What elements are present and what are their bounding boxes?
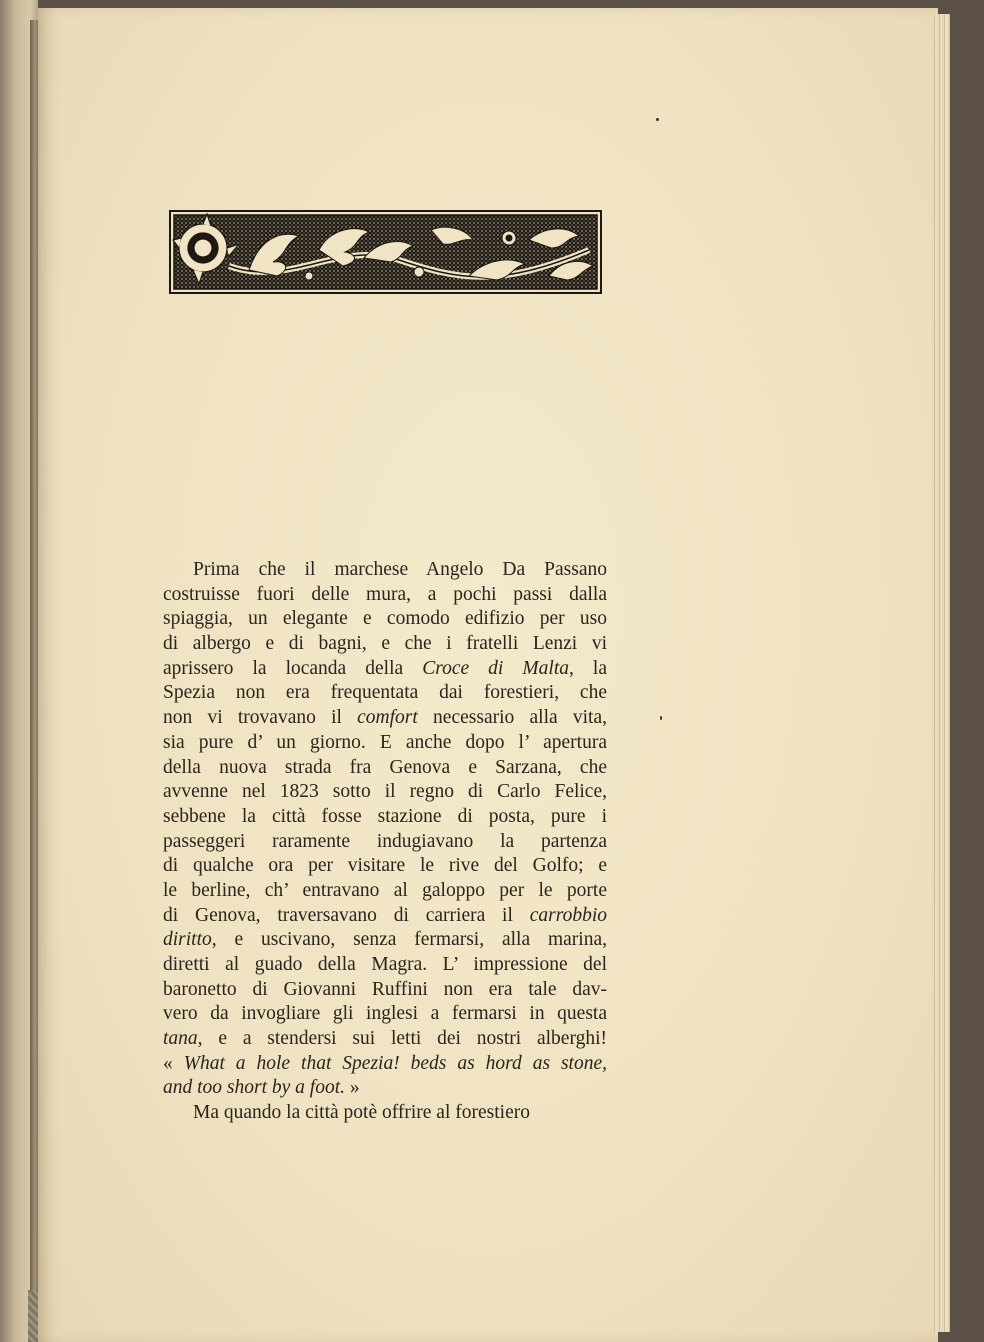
text-line — [163, 1027, 607, 1052]
text-segment: aprissero la locanda della — [163, 657, 423, 679]
text-segment: necessario alla vita, — [417, 707, 607, 729]
text-line — [163, 1101, 607, 1126]
italic-text: and too short by a foot. — [163, 1077, 346, 1099]
text-segment: , e uscivano, senza fermarsi, alla marina, — [211, 929, 607, 951]
text-line — [163, 632, 607, 657]
text-line — [163, 854, 607, 879]
text-line — [163, 879, 607, 904]
text-line — [163, 830, 607, 855]
text-line — [163, 1002, 607, 1027]
text-segment: non vi trovavano il — [163, 707, 358, 729]
text-segment: vero da invogliare gli inglesi a fermarsi in questa — [163, 1003, 607, 1025]
italic-text: Croce di Malta — [422, 657, 569, 679]
body-text — [163, 558, 607, 1126]
text-segment: di qualche ora per visitare le rive del Golfo; e — [163, 855, 607, 877]
text-segment: di albergo e di bagni, e che i fratelli Lenzi vi — [163, 633, 607, 655]
floral-ornament-headpiece — [169, 210, 602, 294]
text-segment: della nuova strada fra Genova e Sarzana, che — [163, 756, 607, 778]
text-segment: diretti al guado della Magra. L’ impressione del — [163, 954, 607, 975]
text-segment: sebbene la città fosse stazione di posta, pure i — [163, 805, 607, 827]
text-segment: , la — [568, 657, 607, 679]
text-line — [163, 928, 607, 953]
text-line — [163, 953, 607, 978]
italic-text: diritto — [163, 929, 212, 951]
text-segment: spiaggia, un elegante e comodo edifizio per uso — [163, 608, 607, 630]
text-line — [163, 681, 607, 706]
text-segment: Ma quando la città potè offrire al forestiero — [193, 1102, 530, 1124]
text-segment: di Genova, traversavano di carriera il — [163, 904, 530, 926]
text-segment: baronetto di Giovanni Ruffini non era tale dav- — [163, 978, 607, 1000]
text-segment: « — [163, 1052, 184, 1074]
text-segment: le berline, ch’ entravano al galoppo per le porte — [163, 879, 607, 901]
text-segment: Spezia non era frequentata dai forestieri, che — [163, 682, 607, 704]
text-line — [163, 756, 607, 781]
italic-text: carrobbio — [529, 904, 607, 926]
text-line — [163, 558, 607, 583]
text-line — [163, 904, 607, 929]
text-segment: avvenne nel 1823 sotto il regno di Carlo Felice, — [163, 781, 607, 803]
text-segment: costruisse fuori delle mura, a pochi passi dalla — [163, 583, 607, 605]
italic-text: What a hole that Spezia! beds as hord as stone, — [183, 1052, 608, 1074]
text-line — [163, 706, 607, 731]
text-line — [163, 1076, 607, 1101]
text-line — [163, 583, 607, 608]
text-segment: » — [345, 1077, 360, 1099]
italic-text: tana — [163, 1028, 198, 1050]
ink-speck — [656, 118, 659, 121]
text-line — [163, 607, 607, 632]
text-line — [163, 731, 607, 756]
text-line — [163, 1052, 607, 1077]
text-line — [163, 978, 607, 1003]
page-edge-stack — [932, 14, 950, 1332]
text-line — [163, 780, 607, 805]
ink-speck — [660, 716, 662, 720]
text-segment: passeggeri raramente indugiavano la partenza — [163, 830, 607, 852]
text-segment: , e a stendersi sui letti dei nostri alberghi! — [197, 1028, 607, 1050]
text-segment: Prima che il marchese Angelo Da Passano — [193, 559, 607, 580]
text-segment: sia pure d’ un giorno. E anche dopo l’ apertura — [163, 731, 607, 753]
text-line — [163, 805, 607, 830]
text-line — [163, 657, 607, 682]
italic-text: comfort — [357, 707, 418, 729]
